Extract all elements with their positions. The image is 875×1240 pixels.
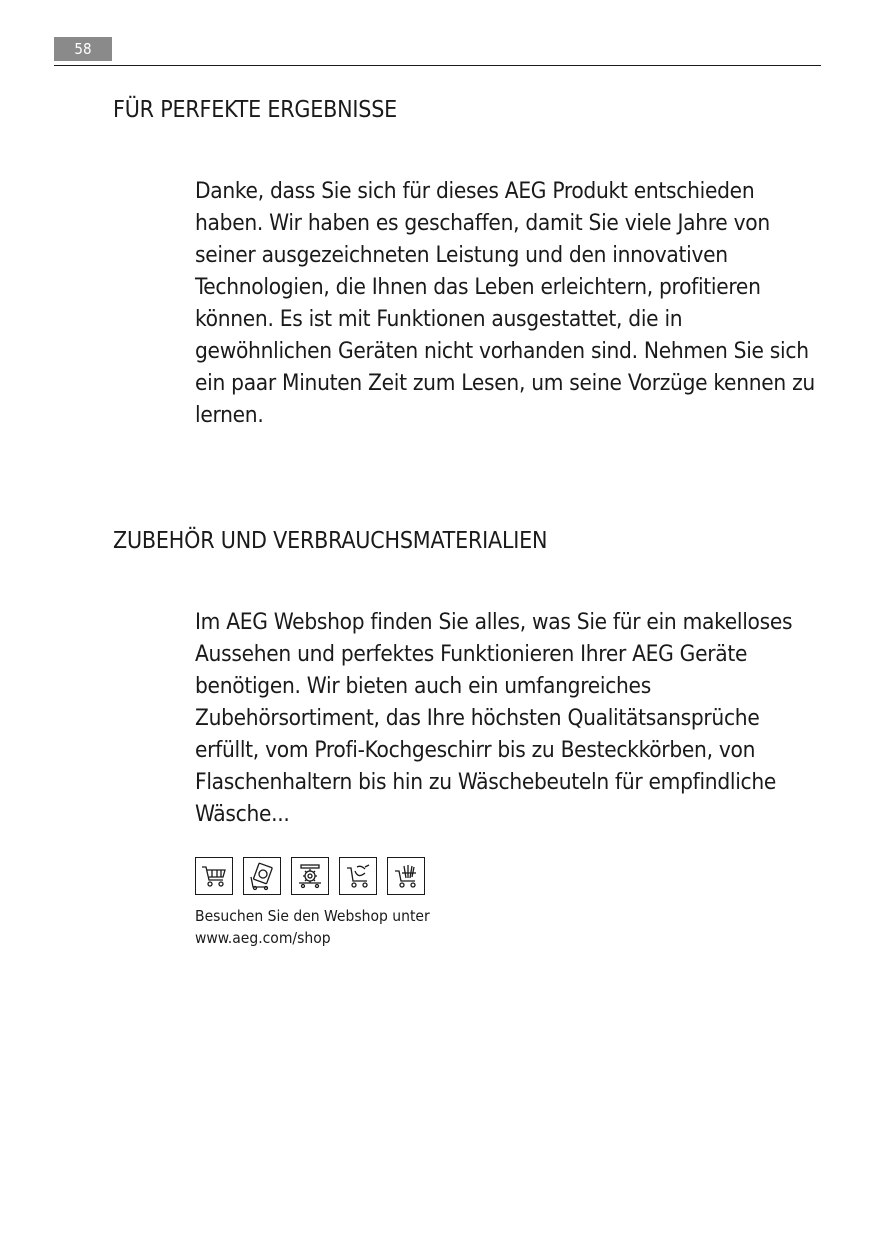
shopping-cart-icon: [195, 857, 233, 895]
page-number: 58: [54, 37, 112, 61]
webshop-caption: [195, 905, 430, 949]
intro-paragraph: Danke, dass Sie sich für dieses AEG Produkt entschieden haben. Wir haben es geschaffen, damit Sie viele Jahre von seiner ausgezeichneten Leistung und den innovativen Technologien, die Ihnen das Leben erleichtern, profitieren können. Es ist mit Funktionen ausgestattet, die in gewöhnlichen Geräten nicht vorhanden sind. Nehmen Sie sich ein paar Minuten Zeit zum Lesen, um seine Vorzüge kennen zu lernen.: [195, 178, 815, 428]
section-title-results: FÜR PERFEKTE ERGEBNISSE: [113, 97, 398, 123]
washing-machine-cart-icon: [243, 857, 281, 895]
cookware-cart-icon: [339, 857, 377, 895]
header-divider: [54, 65, 821, 66]
webshop-caption-text: Besuchen Sie den Webshop unter: [195, 907, 430, 925]
accessories-paragraph: Im AEG Webshop finden Sie alles, was Sie für ein makelloses Aussehen und perfektes Funktionieren Ihrer AEG Geräte benötigen. Wir bieten auch ein umfangreiches Zubehörsortiment, das Ihre höchsten Qualitätsansprüche erfüllt, vom Profi-Kochgeschirr bis zu Besteckkörben, von Flaschenhaltern bis hin zu Wäschebeuteln für empfindliche Wäsche...: [195, 609, 793, 827]
gear-cart-icon: [291, 857, 329, 895]
section-title-accessories: ZUBEHÖR UND VERBRAUCHSMATERIALIEN: [113, 528, 548, 554]
webshop-icon-row: [195, 857, 425, 895]
cutlery-cart-icon: [387, 857, 425, 895]
webshop-url[interactable]: www.aeg.com/shop: [195, 929, 331, 947]
